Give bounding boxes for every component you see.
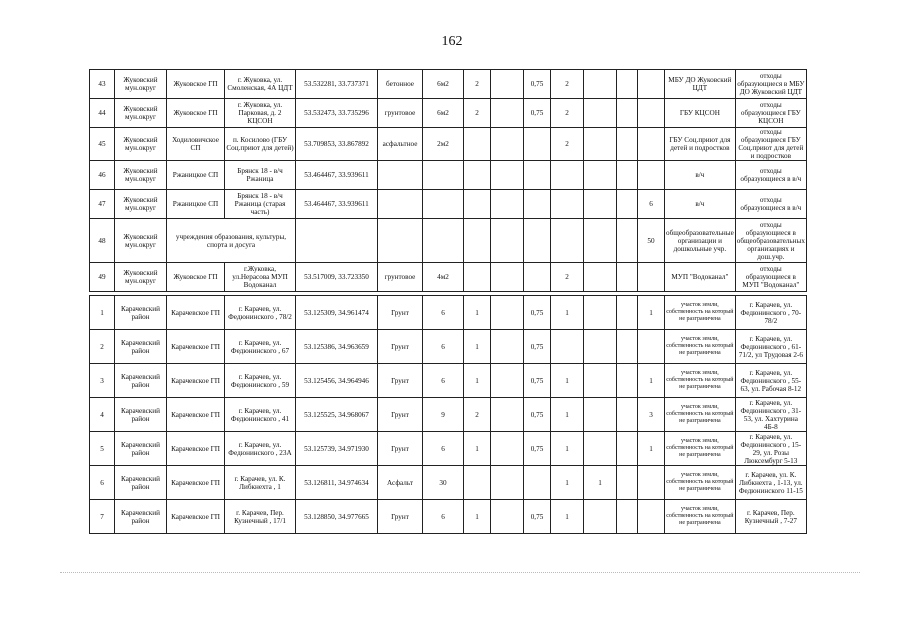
address-cell: г. Карачев, ул. Федюнинского , 59 [225,364,296,398]
district-cell: Жуковский мун.округ [115,161,167,190]
source-cell: отходы образующиеся в общеобразовательных организациях и дош.учр. [736,220,805,261]
settlement-cell: учреждения образования, культуры, спорта и досуга [167,219,296,263]
surface-cell: Грунт [378,364,423,398]
row-number: 4 [90,398,115,432]
source-cell: г. Карачев, ул. Федюнинского , 61-71/2, ул Трудовая 2-6 [735,330,806,364]
count6-cell: 1 [638,364,665,398]
surface-cell: асфальтное [378,128,423,161]
row-number: 49 [90,263,115,292]
row-number: 7 [90,500,115,534]
count5-cell [617,296,638,330]
count2-cell [491,432,524,466]
owner-cell: участок земли, собственность на который не разграничена [665,364,736,398]
volume-cell [524,161,551,190]
page-bottom-margin [60,572,860,577]
count6-cell: 3 [638,398,665,432]
volume-cell [524,263,551,292]
count6-cell [638,330,665,364]
coordinates-cell: 53.125386, 34.963659 [296,330,378,364]
coordinates-cell: 53.125309, 34.961474 [296,296,378,330]
owner-cell: участок земли, собственность на который не разграничена [665,432,736,466]
count4-cell [584,161,617,190]
owner-cell: общеобразовательные организации и дошкольные учр. [665,219,736,263]
count2-cell [491,296,524,330]
count5-cell [617,466,638,500]
count6-cell [638,99,665,128]
source-cell: г. Карачев, ул. Федюнинского , 70-78/2 [735,296,806,330]
surface-cell: Грунт [378,398,423,432]
count3-cell: 1 [551,398,584,432]
area-cell: 6м2 [423,99,464,128]
owner-cell: участок земли, собственность на который не разграничена [665,466,736,500]
count4-cell [584,330,617,364]
volume-cell [524,219,551,263]
count2-cell [491,263,524,292]
settlement-cell: Карачевское ГП [167,364,225,398]
owner-cell: ГБУ Соц.приют для детей и подростков [665,128,736,161]
settlement-cell: Карачевское ГП [167,296,225,330]
settlement-cell: Жуковское ГП [167,99,225,128]
count-cell: 1 [464,500,491,534]
volume-cell: 0,75 [524,70,551,99]
count-cell: 2 [464,99,491,128]
page-number: 162 [441,34,463,49]
count2-cell [491,500,524,534]
count5-cell [617,70,638,99]
count3-cell: 1 [551,432,584,466]
count5-cell [617,500,638,534]
coordinates-cell: 53.125525, 34.968067 [296,398,378,432]
count5-cell [617,128,638,161]
source-cell: г. Карачев, ул. К. Либкнехта , 1-13, ул. Федюнинского 11-15 [735,466,806,500]
row-number: 1 [90,296,115,330]
count2-cell [491,364,524,398]
settlement-cell: Карачевское ГП [167,398,225,432]
count6-cell: 50 [638,219,665,263]
count4-cell [584,70,617,99]
district-cell: Карачевский район [115,466,167,500]
table-row [90,99,807,128]
area-cell [423,161,464,190]
row-number: 3 [90,364,115,398]
count-cell: 1 [464,296,491,330]
area-cell: 6 [423,296,464,330]
count3-cell: 2 [551,128,584,161]
registry-body [90,70,807,534]
coordinates-cell: 53.532281, 33.737371 [296,70,378,99]
source-cell: отходы образующиеся в в/ч [735,190,806,219]
area-cell: 4м2 [423,263,464,292]
count3-cell [551,161,584,190]
owner-cell: участок земли, собственность на который не разграничена [665,296,736,330]
settlement-cell: Жуковское ГП [167,70,225,99]
surface-cell: бетонное [378,70,423,99]
address-cell: г. Карачев, ул. К. Либкнехта , 1 [225,466,296,500]
surface-cell [378,161,423,190]
table-row [90,500,807,534]
table-row [90,128,807,161]
surface-cell: Грунт [378,500,423,534]
coordinates-cell: 53.125456, 34.964946 [296,364,378,398]
table-row [90,219,807,263]
address-cell: г. Карачев, ул. Федюнинского , 23А [225,432,296,466]
count2-cell [491,330,524,364]
count4-cell [584,296,617,330]
area-cell: 6 [423,330,464,364]
count3-cell: 2 [551,70,584,99]
count6-cell [638,128,665,161]
area-cell: 6м2 [423,70,464,99]
source-cell: г. Карачев, Пер. Кузнечный , 7-27 [735,500,806,534]
volume-cell: 0,75 [524,99,551,128]
table-row [90,364,807,398]
settlement-cell: Ходиловичское СП [167,128,225,161]
address-cell: п. Косилово (ГБУ Соц.приют для детей) [225,128,296,161]
coordinates-cell: 53.464467, 33.939611 [296,161,378,190]
settlement-cell: Ржаницкое СП [167,190,225,219]
surface-cell: Асфальт [378,466,423,500]
address-cell: г. Жуковка, ул. Парковая, д. 2 КЦСОН [225,99,296,128]
table-row [90,161,807,190]
count6-cell [638,500,665,534]
count6-cell: 6 [638,190,665,219]
table-row [90,296,807,330]
row-number: 2 [90,330,115,364]
area-cell: 2м2 [423,128,464,161]
count-cell [464,263,491,292]
count4-cell [584,219,617,263]
count4-cell: 1 [584,466,617,500]
settlement-cell: Карачевское ГП [167,330,225,364]
count3-cell [551,219,584,263]
area-cell [423,219,464,263]
count6-cell [638,70,665,99]
settlement-cell: Карачевское ГП [167,432,225,466]
settlement-cell: Ржаницкое СП [167,161,225,190]
count4-cell [584,500,617,534]
area-cell: 6 [423,432,464,466]
table-row [90,432,807,466]
row-number: 44 [90,99,115,128]
volume-cell [524,466,551,500]
registry-table [89,69,807,534]
count4-cell [584,364,617,398]
count-cell: 1 [464,364,491,398]
surface-cell [378,219,423,263]
count4-cell [584,263,617,292]
area-cell: 9 [423,398,464,432]
count2-cell [491,190,524,219]
volume-cell: 0,75 [524,398,551,432]
source-cell: отходы образующиеся в в/ч [735,161,806,190]
table-row [90,70,807,99]
coordinates-cell: 53.517009, 33.723350 [296,263,378,292]
district-cell: Карачевский район [115,330,167,364]
count3-cell [551,190,584,219]
row-number: 6 [90,466,115,500]
surface-cell: Грунт [378,296,423,330]
area-cell: 6 [423,500,464,534]
volume-cell: 0,75 [524,364,551,398]
surface-cell: Грунт [378,432,423,466]
coordinates-cell: 53.532473, 33.735296 [296,99,378,128]
table-row [90,190,807,219]
row-number: 46 [90,161,115,190]
volume-cell [524,128,551,161]
district-cell: Карачевский район [115,364,167,398]
surface-cell: грунтовое [378,99,423,128]
address-cell: Брянск 18 - в/ч Ржаница [225,161,296,190]
district-cell: Карачевский район [115,432,167,466]
count3-cell: 2 [551,99,584,128]
count5-cell [617,398,638,432]
count3-cell: 1 [551,466,584,500]
count-cell [464,128,491,161]
count2-cell [491,161,524,190]
settlement-cell: Жуковское ГП [167,263,225,292]
row-number: 47 [90,190,115,219]
surface-cell: грунтовое [378,263,423,292]
coordinates-cell [296,219,378,263]
coordinates-cell: 53.464467, 33.939611 [296,190,378,219]
settlement-cell: Карачевское ГП [167,466,225,500]
row-number: 45 [90,128,115,161]
area-cell: 6 [423,364,464,398]
source-cell: отходы образующиеся ГБУ КЦСОН [735,99,806,128]
count4-cell [584,398,617,432]
volume-cell [524,190,551,219]
volume-cell: 0,75 [524,432,551,466]
count3-cell: 1 [551,296,584,330]
district-cell: Жуковский мун.округ [115,128,167,161]
count4-cell [584,128,617,161]
source-cell: г. Карачев, ул. Федюнинского , 31-53, ул. Хахтурина 4Б-8 [735,398,806,432]
count5-cell [617,330,638,364]
count5-cell [617,99,638,128]
coordinates-cell: 53.125739, 34.971930 [296,432,378,466]
row-number: 48 [90,219,115,263]
count3-cell: 1 [551,364,584,398]
district-cell: Жуковский мун.округ [115,263,167,292]
settlement-cell: Карачевское ГП [167,500,225,534]
table-row [90,466,807,500]
address-cell: г. Карачев, ул. Федюнинского , 41 [225,398,296,432]
row-number: 43 [90,70,115,99]
owner-cell: МБУ ДО Жуковский ЦДТ [665,70,736,99]
count-cell: 2 [464,70,491,99]
count2-cell [491,128,524,161]
count-cell [464,190,491,219]
owner-cell: в/ч [665,161,736,190]
count5-cell [617,432,638,466]
volume-cell: 0,75 [524,296,551,330]
coordinates-cell: 53.709853, 33.867892 [296,128,378,161]
count5-cell [617,161,638,190]
count6-cell [638,466,665,500]
count5-cell [617,364,638,398]
count3-cell: 1 [551,500,584,534]
count-cell: 1 [464,330,491,364]
table-row [90,263,807,292]
count2-cell [491,466,524,500]
count-cell: 1 [464,432,491,466]
table-row [90,398,807,432]
count4-cell [584,190,617,219]
district-cell: Жуковский мун.округ [115,219,167,263]
source-cell: отходы образующиеся в МУП "Водоканал" [735,263,806,292]
volume-cell: 0,75 [524,330,551,364]
coordinates-cell: 53.126811, 34.974634 [296,466,378,500]
owner-cell: участок земли, собственность на который не разграничена [665,330,736,364]
count5-cell [617,263,638,292]
owner-cell: участок земли, собственность на который не разграничена [665,500,736,534]
address-cell: г. Карачев, ул. Федюнинского , 67 [225,330,296,364]
district-cell: Жуковский мун.округ [115,70,167,99]
volume-cell: 0,75 [524,500,551,534]
source-cell: отходы образующиеся ГБУ Соц.приют для детей и подростков [735,128,806,161]
district-cell: Карачевский район [115,296,167,330]
count3-cell [551,330,584,364]
count-cell [464,219,491,263]
area-cell: 30 [423,466,464,500]
district-cell: Карачевский район [115,398,167,432]
count-cell [464,466,491,500]
row-number: 5 [90,432,115,466]
address-cell: г. Жуковка, ул. Смоленская, 4А ЦДТ [225,70,296,99]
district-cell: Жуковский мун.округ [115,99,167,128]
count5-cell [617,219,638,263]
count2-cell [491,219,524,263]
count-cell [464,161,491,190]
surface-cell [378,190,423,219]
source-cell: г. Карачев, ул. Федюнинского , 55-63, ул. Рабочая 8-12 [735,364,806,398]
owner-cell: ГБУ КЦСОН [665,99,736,128]
count6-cell: 1 [638,296,665,330]
count2-cell [491,99,524,128]
address-cell: Брянск 18 - в/ч Ржаница (старая часть) [225,190,296,219]
count5-cell [617,190,638,219]
table-row [90,330,807,364]
count6-cell [638,263,665,292]
count2-cell [491,70,524,99]
source-cell: г. Карачев, ул. Федюнинского , 15-29, ул. Розы Люксембург 5-13 [735,432,806,466]
address-cell: г. Карачев, Пер. Кузнечный , 17/1 [225,500,296,534]
count-cell: 2 [464,398,491,432]
surface-cell: Грунт [378,330,423,364]
owner-cell: участок земли, собственность на который не разграничена [665,398,736,432]
area-cell [423,190,464,219]
count6-cell [638,161,665,190]
count2-cell [491,398,524,432]
owner-cell: в/ч [665,190,736,219]
address-cell: г. Карачев, ул. Федюнинского , 78/2 [225,296,296,330]
count6-cell: 1 [638,432,665,466]
coordinates-cell: 53.128850, 34.977665 [296,500,378,534]
owner-cell: МУП "Водоканал" [665,263,736,292]
count3-cell: 2 [551,263,584,292]
district-cell: Жуковский мун.округ [115,190,167,219]
district-cell: Карачевский район [115,500,167,534]
address-cell: г.Жуковка, ул.Нерасова МУП Водоканал [225,263,296,292]
count4-cell [584,99,617,128]
source-cell: отходы образующиеся в МБУ ДО Жуковский ЦДТ [735,70,806,99]
count4-cell [584,432,617,466]
